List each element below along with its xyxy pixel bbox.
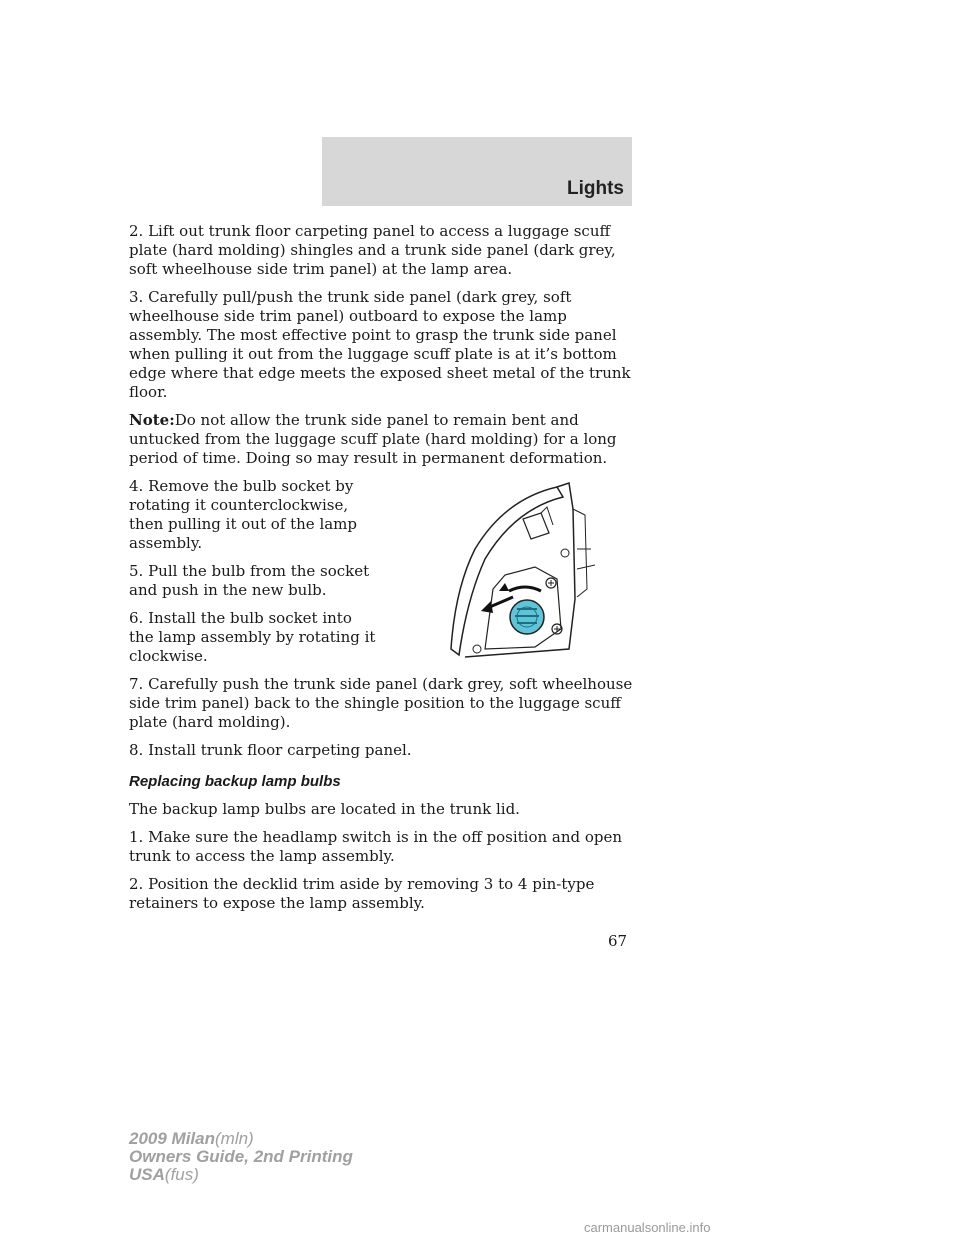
note-label: Note: [129, 411, 175, 429]
tail-lamp-socket-illustration [445, 479, 605, 665]
note-paragraph [129, 411, 633, 468]
backup-intro-text: The backup lamp bulbs are located in the trunk lid. [129, 800, 520, 818]
backup-step-1-text: 1. Make sure the headlamp switch is in the off position and open trunk to access the lamp assembly. [129, 828, 623, 865]
step-4-text: 4. Remove the bulb socket by rotating it counterclockwise, then pulling it out of the lamp assembly. [129, 477, 358, 552]
footer-model: 2009 Milan [129, 1129, 215, 1148]
step-3-text: 3. Carefully pull/push the trunk side panel (dark grey, soft wheelhouse side trim panel) outboard to expose the lamp assembly. The most effective point to grasp the trunk side panel when pulling it out from the luggage scuff plate is at it’s bottom edge where that edge meets the exposed sheet metal of the trunk floor. [129, 288, 631, 401]
document-footer [129, 1130, 353, 1184]
footer-guide: Owners Guide, 2nd Printing [129, 1147, 353, 1166]
page-content [129, 222, 633, 922]
step-8-text: 8. Install trunk floor carpeting panel. [129, 741, 412, 759]
section-header-band [322, 137, 632, 206]
step-7-text: 7. Carefully push the trunk side panel (dark grey, soft wheelhouse side trim panel) back to the shingle position to the luggage scuff plate (hard molding). [129, 675, 633, 731]
page-number: 67 [608, 932, 628, 950]
step-5-text: 5. Pull the bulb from the socket and push in the new bulb. [129, 562, 370, 599]
backup-step-2-text: 2. Position the decklid trim aside by removing 3 to 4 pin-type retainers to expose the lamp assembly. [129, 875, 595, 912]
step-2-text: 2. Lift out trunk floor carpeting panel to access a luggage scuff plate (hard molding) shingles and a trunk side panel (dark grey, soft wheelhouse side trim panel) at the lamp area. [129, 222, 616, 278]
backup-lamp-subheading: Replacing backup lamp bulbs [129, 773, 341, 790]
section-title: Lights [567, 178, 624, 199]
footer-market-code: (fus) [164, 1165, 199, 1184]
note-text: Do not allow the trunk side panel to remain bent and untucked from the luggage scuff plate (hard molding) for a long period of time. Doing so may result in permanent deformation. [129, 411, 617, 467]
step-6-text: 6. Install the bulb socket into the lamp assembly by rotating it clockwise. [129, 609, 376, 665]
footer-market: USA [129, 1165, 165, 1184]
footer-model-code: (mln) [215, 1129, 254, 1148]
watermark-text: carmanualsonline.info [584, 1220, 711, 1235]
